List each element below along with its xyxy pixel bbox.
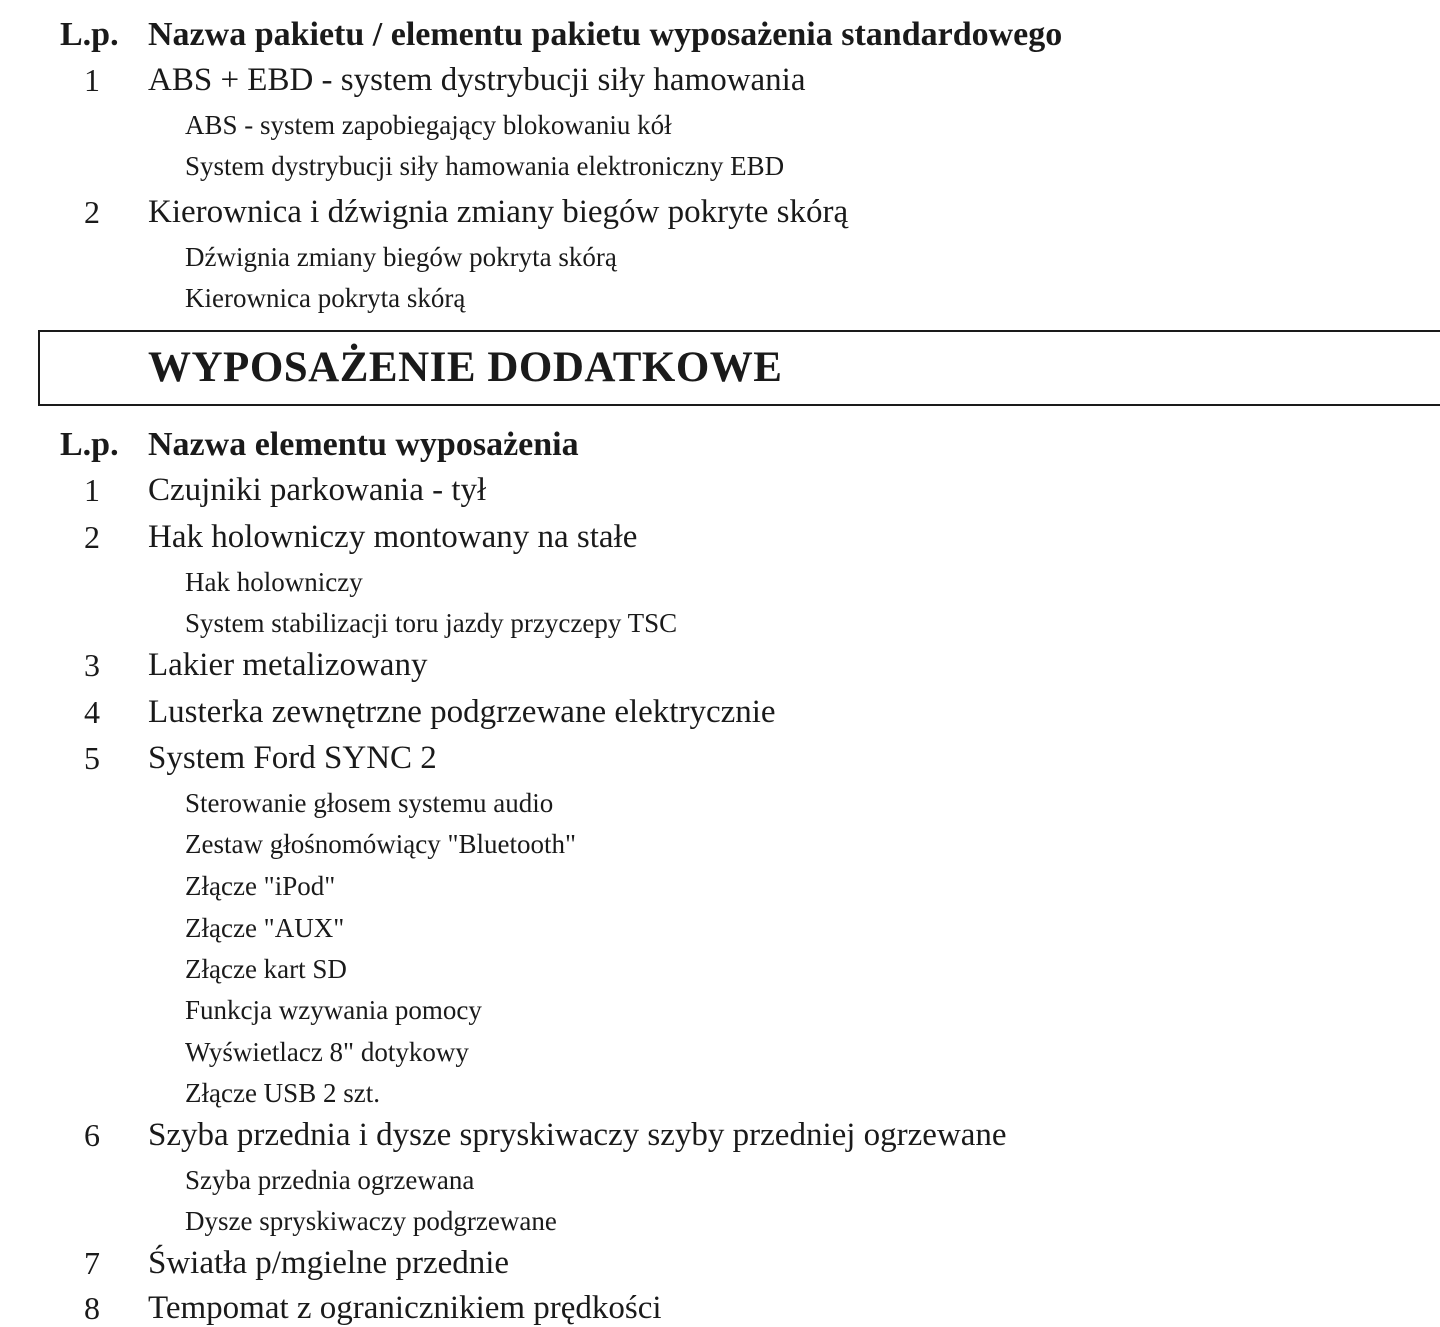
standard-item-number: 2 [84, 194, 100, 230]
additional-subitem: Hak holowniczy [185, 567, 363, 597]
standard-header-name: Nazwa pakietu / elementu pakietu wyposażenia standardowego [148, 16, 1063, 53]
additional-item-number: 6 [84, 1117, 100, 1153]
additional-subitem: System stabilizacji toru jazdy przyczepy TSC [185, 608, 678, 638]
additional-subitem: Złącze USB 2 szt. [185, 1078, 380, 1108]
section-title: WYPOSAŻENIE DODATKOWE [148, 344, 783, 391]
additional-item-name: Czujniki parkowania - tył [148, 472, 487, 508]
additional-item-number: 2 [84, 519, 100, 555]
additional-header-name: Nazwa elementu wyposażenia [148, 426, 579, 463]
additional-item-number: 8 [84, 1290, 100, 1326]
additional-subitem: Złącze "iPod" [185, 871, 336, 901]
standard-header-lp: L.p. [60, 16, 119, 53]
additional-subitem: Zestaw głośnomówiący "Bluetooth" [185, 829, 576, 859]
standard-subitem: Kierownica pokryta skórą [185, 283, 466, 313]
additional-item-name: Światła p/mgielne przednie [148, 1245, 510, 1281]
additional-item-number: 1 [84, 472, 100, 508]
additional-item-name: Szyba przednia i dysze spryskiwaczy szyby przedniej ogrzewane [148, 1117, 1007, 1153]
additional-subitem: Szyba przednia ogrzewana [185, 1165, 475, 1195]
additional-item-name: Tempomat z ogranicznikiem prędkości [148, 1290, 662, 1326]
standard-subitem: ABS - system zapobiegający blokowaniu kół [185, 110, 672, 140]
additional-item-number: 5 [84, 740, 100, 776]
standard-item-name: ABS + EBD - system dystrybucji siły hamowania [148, 62, 806, 98]
additional-item-number: 4 [84, 694, 100, 730]
additional-item-name: Hak holowniczy montowany na stałe [148, 519, 638, 555]
additional-item-number: 7 [84, 1245, 100, 1281]
additional-subitem: Złącze "AUX" [185, 913, 345, 943]
additional-item-name: Lakier metalizowany [148, 647, 428, 683]
additional-subitem: Dysze spryskiwaczy podgrzewane [185, 1206, 557, 1236]
additional-subitem: Wyświetlacz 8" dotykowy [185, 1037, 469, 1067]
additional-item-number: 3 [84, 647, 100, 683]
additional-subitem: Złącze kart SD [185, 954, 347, 984]
additional-subitem: Sterowanie głosem systemu audio [185, 788, 554, 818]
additional-header-lp: L.p. [60, 426, 119, 463]
additional-item-name: Lusterka zewnętrzne podgrzewane elektrycznie [148, 694, 776, 730]
standard-item-number: 1 [84, 62, 100, 98]
additional-item-name: System Ford SYNC 2 [148, 740, 437, 776]
standard-subitem: Dźwignia zmiany biegów pokryta skórą [185, 242, 617, 272]
additional-subitem: Funkcja wzywania pomocy [185, 995, 482, 1025]
standard-subitem: System dystrybucji siły hamowania elektroniczny EBD [185, 151, 785, 181]
standard-item-name: Kierownica i dźwignia zmiany biegów pokryte skórą [148, 194, 849, 230]
